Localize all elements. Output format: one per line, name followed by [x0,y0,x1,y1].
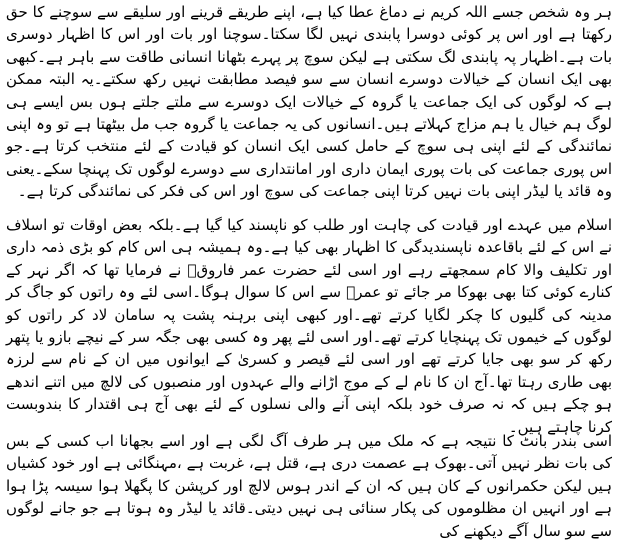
paragraph-text: اسی بندر بانٹ کا نتیجہ ہے کہ ملک میں ہر طرف آگ لگی ہے اور اسے بجھانا اب کسی کے بس کی بات نظر نہیں آتی۔بھوک ہے عصمت دری ہے، قتل ہے، غربت ہے ،مہنگائی ہے اور خود کشیاں ہیں لیکن حکمرانوں کے کان ہیں کہ ان کے اندر ہوس لالچ اور کرپشن کا پگھلا ہوا سیسہ پڑا ہوا ہے اور انہیں ان مظلوموں کی پکار سنائی ہی نہیں دیتی۔قائد یا لیڈر وہ ہوتا ہے جو جانے لوگوں سے سو سال آگے دیکھنے کی [6,432,612,540]
paragraph-text: ہر وہ شخص جسے اللہ کریم نے دماغ عطا کیا ہے، اپنے طریقے قرینے اور سلیقے سے سوچنے کا حق رکھتا ہے اور اس پر کوئی دوسرا پابندی نہیں لگا سکتا۔سوچنا اور بات اور اس کا اظہار دوسری بات ہے۔اظہار پہ پابندی لگ سکتی ہے لیکن سوچ پر پہرے بٹھانا انسانی طاقت سے باہر ہے۔کبھی بھی ایک انسان کے خیالات دوسرے انسان سے سو فیصد مطابقت نہیں رکھ سکتے۔یہ البتہ ممکن ہے کہ لوگوں کی ایک جماعت یا گروہ کے خیالات ایک دوسرے سے ملتے جلتے ہوں بس ایسے ہی لوگ ہم خیال یا ہم مزاج کہلاتے ہیں۔انسانوں کی یہ جماعت یا گروہ جب مل بیٹھتا ہے تو وہ اپنی نمائندگی کے لئے اپنی ہی سوچ کے حامل کسی ایک انسان کو قیادت کے لئے منتخب کرتا ہے۔جو اس پوری جماعت کی بات پوری ایمان داری اور امانتداری سے دوسرے لوگوں تک پہنچا سکے۔یعنی وہ قائد یا لیڈر اپنی بات نہیں کرتا اپنی جماعت کی سوچ اور اس کی فکر کی نمائندگی کرتا ہے۔ [6,3,612,201]
paragraph [0,214,620,438]
paragraph-text: اسلام میں عہدے اور قیادت کی چاہت اور طلب کو ناپسند کیا گیا ہے۔بلکہ بعض اوقات تو اسلاف نے اس کے لئے باقاعدہ ناپسندیدگی کا اظہار بھی کیا ہے۔وہ ہمیشہ ہی اس کام کو بڑی ذمہ داری اور تکلیف والا کام سمجھتے رہے اور اسی لئے حضرت عمر فاروقؓ نے فرمایا تھا کہ اگر نہر کے کنارے کوئی کتا بھی بھوکا مر جائے تو عمرؓ سے اس کا سوال ہوگا۔اسی لئے وہ راتوں کو جاگ کر مدینہ کی گلیوں کا چکر لگایا کرتے تھے۔اور کبھی اپنی برہنہ پشت پہ سامان لاد کر راتوں کو لوگوں کے خیموں تک پہنچایا کرتے تھے۔اور اسی لئے پھر وہ کسی بھی جگہ سر کے نیچے بازو یا پتھر رکھ کر سو بھی جایا کرتے تھے اور اسی لئے قیصر و کسریٰ کے ایوانوں میں ان کے نام سے لرزہ بھی طاری رہتا تھا۔آج ان کا نام لے کے موج اڑانے والے عہدوں اور منصبوں کی لالچ میں اتنے اندھے ہو چکے ہیں کہ نہ صرف خود بلکہ اپنی آنے والی نسلوں کے لئے بھی آج ہی اقتدار کا بندوبست کرنا چاہتے ہیں۔ [6,216,612,436]
paragraph [0,430,620,542]
paragraph [0,1,620,203]
